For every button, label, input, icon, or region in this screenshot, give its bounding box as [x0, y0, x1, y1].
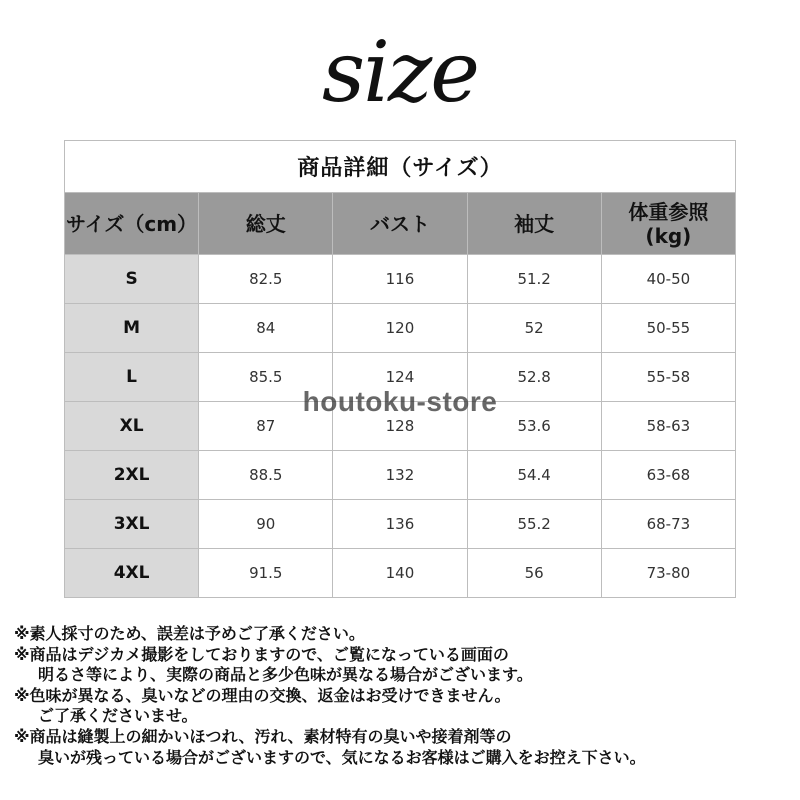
note-line: ※素人採寸のため、誤差は予めご了承ください。: [14, 624, 365, 643]
weight-value: 68-73: [601, 500, 735, 549]
note-line: ※商品は縫製上の細かいほつれ、汚れ、素材特有の臭いや接着剤等の: [14, 726, 512, 746]
sleeve-value: 52.8: [467, 353, 601, 402]
length-value: 82.5: [199, 255, 333, 304]
size-label: S: [65, 255, 199, 304]
bust-value: 116: [333, 255, 467, 304]
table-row: [65, 304, 736, 353]
size-table: [64, 140, 736, 598]
size-label: 2XL: [65, 451, 199, 500]
header-weight-label: 体重参照: [628, 199, 709, 224]
bust-value: 136: [333, 500, 467, 549]
note-line: 臭いが残っている場合がございますので、気になるお客様はご購入をお控え下さい。: [38, 747, 646, 767]
table-title-row: [65, 141, 736, 193]
note-line: ※商品はデジカメ撮影をしておりますので、ご覧になっている画面の: [14, 644, 509, 664]
table-title: 商品詳細（サイズ）: [65, 141, 736, 193]
notes-block: [14, 624, 790, 768]
table-row: [65, 402, 736, 451]
size-logo: size: [322, 23, 478, 121]
sleeve-value: 53.6: [467, 402, 601, 451]
sleeve-value: 54.4: [467, 451, 601, 500]
size-label: 4XL: [65, 549, 199, 598]
bust-value: 120: [333, 304, 467, 353]
store-watermark: houtoku-store: [302, 386, 498, 417]
table-row: [65, 353, 736, 402]
size-label: XL: [65, 402, 199, 451]
weight-value: 50-55: [601, 304, 735, 353]
bust-value: 124: [333, 353, 467, 402]
weight-value: 73-80: [601, 549, 735, 598]
table-row: [65, 549, 736, 598]
header-weight: [601, 193, 735, 255]
sleeve-value: 55.2: [467, 500, 601, 549]
header-length: 総丈: [199, 193, 333, 255]
bust-value: 128: [333, 402, 467, 451]
header-weight-unit: (kg): [645, 223, 692, 248]
table-row: [65, 451, 736, 500]
length-value: 91.5: [199, 549, 333, 598]
header-size: サイズ（cm）: [65, 193, 199, 255]
bust-value: 132: [333, 451, 467, 500]
header-bust: バスト: [333, 193, 467, 255]
size-label: M: [65, 304, 199, 353]
table-row: [65, 500, 736, 549]
table-row: [65, 255, 736, 304]
sleeve-value: 56: [467, 549, 601, 598]
weight-value: 55-58: [601, 353, 735, 402]
sleeve-value: 52: [467, 304, 601, 353]
weight-value: 63-68: [601, 451, 735, 500]
weight-value: 40-50: [601, 255, 735, 304]
table-header-row: [65, 193, 736, 255]
size-label: L: [65, 353, 199, 402]
bust-value: 140: [333, 549, 467, 598]
length-value: 88.5: [199, 451, 333, 500]
sleeve-value: 51.2: [467, 255, 601, 304]
header-sleeve: 袖丈: [467, 193, 601, 255]
size-label: 3XL: [65, 500, 199, 549]
length-value: 87: [199, 402, 333, 451]
length-value: 90: [199, 500, 333, 549]
length-value: 84: [199, 304, 333, 353]
note-line: 明るさ等により、実際の商品と多少色味が異なる場合がございます。: [38, 665, 533, 685]
length-value: 85.5: [199, 353, 333, 402]
note-line: ※色味が異なる、臭いなどの理由の交換、返金はお受けできません。: [14, 685, 511, 705]
weight-value: 58-63: [601, 402, 735, 451]
note-line: ご了承くださいませ。: [38, 706, 198, 726]
